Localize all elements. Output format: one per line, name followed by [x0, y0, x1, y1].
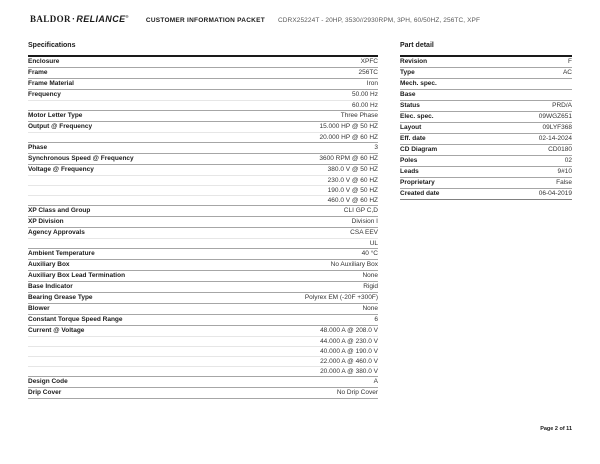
part-detail-row [400, 57, 572, 67]
part-detail-row-line [400, 101, 572, 111]
part-detail-row [400, 155, 572, 166]
part-detail-row-label: Elec. spec. [400, 113, 434, 120]
spec-row [28, 216, 378, 227]
spec-row-label: Synchronous Speed @ Frequency [28, 155, 134, 162]
spec-row [28, 205, 378, 216]
spec-row-value: CLI GP C,D [343, 207, 378, 214]
spec-row-label: Current @ Voltage [28, 327, 85, 334]
spec-row-value: 22.000 A @ 460.0 V [320, 357, 378, 365]
spec-row-value: No Drip Cover [336, 389, 378, 396]
part-detail-row-value: False [556, 179, 572, 186]
logo-baldor-text: BALDOR [30, 14, 71, 24]
part-detail-row-line [400, 68, 572, 78]
spec-row-line [28, 79, 378, 89]
spec-row-label: Constant Torque Speed Range [28, 316, 123, 323]
part-detail-row-label: Mech. spec. [400, 80, 437, 87]
spec-row-value: 380.0 V @ 50 HZ [327, 166, 378, 173]
spec-row-value: None [362, 305, 378, 312]
part-detail-row-label: Leads [400, 168, 419, 175]
part-detail-row-value: PRD/A [552, 102, 572, 109]
spec-row [28, 325, 378, 376]
spec-row-label: Frequency [28, 91, 61, 98]
spec-row-value: 3 [374, 144, 378, 151]
part-detail-row [400, 111, 572, 122]
part-detail-row-line [400, 189, 572, 199]
spec-row-value: 40.000 A @ 190.0 V [320, 347, 378, 355]
spec-row-value: 48.000 A @ 208.0 V [320, 327, 378, 334]
spec-row [28, 153, 378, 164]
spec-row-value: None [362, 272, 378, 279]
spec-row-line [28, 57, 378, 67]
part-detail-row-label: Eff. date [400, 135, 426, 142]
spec-row-line [28, 388, 378, 398]
spec-row-line [28, 165, 378, 175]
spec-row [28, 164, 378, 205]
spec-row-value: 44.000 A @ 230.0 V [320, 337, 378, 345]
spec-row-line [28, 68, 378, 78]
spec-row-line [28, 271, 378, 281]
spec-row [28, 248, 378, 259]
spec-row-line [28, 326, 378, 336]
spec-row-value: 460.0 V @ 60 HZ [327, 196, 378, 204]
spec-row-line [28, 356, 378, 366]
spec-row-line [28, 336, 378, 346]
part-detail-row [400, 100, 572, 111]
spec-row-line [28, 143, 378, 153]
spec-row-line [28, 175, 378, 185]
spec-row-line [28, 90, 378, 100]
part-detail-row-label: Base [400, 91, 416, 98]
part-detail-row-value: 09LYF368 [542, 124, 572, 131]
part-detail-row-line [400, 79, 572, 89]
part-detail-row [400, 89, 572, 100]
spec-row-label: Motor Letter Type [28, 112, 83, 119]
spec-row-label: Drip Cover [28, 389, 62, 396]
part-detail-section [400, 42, 572, 200]
spec-row-value: Rigid [363, 283, 378, 290]
part-detail-row-label: Poles [400, 157, 418, 164]
spec-row-line [28, 304, 378, 314]
part-detail-row-label: Type [400, 69, 415, 76]
spec-row-line [28, 100, 378, 110]
part-detail-row [400, 122, 572, 133]
spec-row-label: XP Class and Group [28, 207, 91, 214]
spec-row-value: 60.00 Hz [351, 101, 378, 109]
spec-row-label: Auxiliary Box Lead Termination [28, 272, 126, 279]
part-detail-row-line [400, 134, 572, 144]
spec-row [28, 78, 378, 89]
spec-row-value: 50.00 Hz [351, 91, 378, 98]
spec-row-value: 6 [374, 316, 378, 323]
spec-row-label: Auxiliary Box [28, 261, 70, 268]
spec-row-label: Voltage @ Frequency [28, 166, 94, 173]
spec-row [28, 121, 378, 142]
part-detail-table [400, 55, 572, 200]
part-number-summary: CDRX25224T - 20HP, 3530//2930RPM, 3PH, 60/50HZ, 256TC, XPF [277, 17, 481, 24]
spec-row-value: No Auxiliary Box [330, 261, 378, 268]
spec-row-line [28, 315, 378, 325]
spec-row-value: Division I [351, 218, 378, 225]
part-detail-section-title: Part detail [400, 42, 434, 49]
spec-row-label: Ambient Temperature [28, 250, 95, 257]
part-detail-row [400, 166, 572, 177]
spec-row-line [28, 366, 378, 376]
spec-row-line [28, 154, 378, 164]
spec-row-value: 256TC [358, 69, 378, 76]
spec-row [28, 57, 378, 67]
part-detail-row-line [400, 112, 572, 122]
spec-row-line [28, 293, 378, 303]
spec-row-line [28, 122, 378, 132]
part-detail-row-value: AC [562, 69, 572, 76]
spec-row [28, 292, 378, 303]
spec-row-value: 20.000 HP @ 60 HZ [319, 133, 378, 141]
spec-row-line [28, 377, 378, 387]
part-detail-row-label: Status [400, 102, 420, 109]
spec-row-label: Phase [28, 144, 48, 151]
spec-row-label: Design Code [28, 378, 68, 385]
part-detail-row [400, 67, 572, 78]
spec-row-value: Three Phase [340, 112, 378, 119]
spec-row-label: Agency Approvals [28, 229, 85, 236]
spec-row [28, 303, 378, 314]
part-detail-row-value: CD0180 [548, 146, 572, 153]
logo-reliance-text: RELIANCE [76, 14, 126, 24]
part-detail-row-label: CD Diagram [400, 146, 438, 153]
spec-row-line [28, 282, 378, 292]
specifications-table [28, 55, 378, 399]
spec-row-line [28, 260, 378, 270]
spec-row [28, 314, 378, 325]
part-detail-row-label: Created date [400, 190, 440, 197]
spec-row [28, 270, 378, 281]
spec-row-value: 40 °C [361, 250, 378, 257]
page-number: Page 2 of 11 [540, 426, 572, 432]
spec-row-value: 15.000 HP @ 50 HZ [319, 123, 378, 130]
spec-row-value: 230.0 V @ 60 HZ [327, 176, 378, 184]
part-detail-row-value: 9#10 [557, 168, 572, 175]
spec-row-value: Polyrex EM (-20F +300F) [304, 294, 378, 301]
spec-row-label: Blower [28, 305, 50, 312]
spec-row-value: 190.0 V @ 50 HZ [327, 186, 378, 194]
spec-row [28, 281, 378, 292]
spec-row-line [28, 132, 378, 142]
part-detail-row-value: 06-04-2019 [538, 190, 572, 197]
spec-row-value: A [373, 378, 378, 385]
part-detail-row-line [400, 178, 572, 188]
registered-trademark-icon: ® [125, 14, 129, 19]
logo-separator-dot: · [71, 14, 76, 24]
spec-row-label: Frame [28, 69, 48, 76]
part-detail-row [400, 133, 572, 144]
spec-row-label: Output @ Frequency [28, 123, 93, 130]
part-detail-row-line [400, 57, 572, 67]
spec-row-value: XPFC [360, 58, 378, 65]
part-detail-row-line [400, 90, 572, 100]
spec-row-line [28, 217, 378, 227]
part-detail-row-label: Proprietary [400, 179, 435, 186]
spec-row-value: Iron [366, 80, 378, 87]
spec-row-value: 3600 RPM @ 60 HZ [319, 155, 378, 162]
spec-row-line [28, 111, 378, 121]
spec-row [28, 387, 378, 398]
spec-row-line [28, 206, 378, 216]
spec-row-value: CSA EEV [350, 229, 378, 236]
page-header [30, 14, 580, 24]
spec-row-line [28, 346, 378, 356]
spec-row-value: UL [369, 239, 378, 247]
part-detail-row-line [400, 167, 572, 177]
spec-row [28, 110, 378, 121]
part-detail-row-label: Layout [400, 124, 422, 131]
part-detail-row-line [400, 156, 572, 166]
specifications-section [28, 42, 378, 399]
part-detail-row-value: F [568, 58, 572, 65]
part-detail-row [400, 188, 572, 199]
baldor-reliance-logo [30, 14, 129, 24]
spec-row-line [28, 238, 378, 248]
spec-row-line [28, 228, 378, 238]
specifications-section-title: Specifications [28, 42, 76, 49]
part-detail-row-line [400, 145, 572, 155]
part-detail-row [400, 78, 572, 89]
spec-row-label: XP Division [28, 218, 64, 225]
spec-row [28, 227, 378, 248]
spec-row [28, 259, 378, 270]
spec-row-line [28, 195, 378, 205]
spec-row [28, 89, 378, 110]
spec-row-value: 20.000 A @ 380.0 V [320, 367, 378, 375]
part-detail-row-label: Revision [400, 58, 428, 65]
spec-row-label: Base Indicator [28, 283, 73, 290]
part-detail-row-value: 02 [564, 157, 572, 164]
spec-row-label: Frame Material [28, 80, 74, 87]
spec-row-label: Enclosure [28, 58, 60, 65]
spec-row [28, 67, 378, 78]
part-detail-row-value: 02-14-2024 [538, 135, 572, 142]
spec-row [28, 376, 378, 387]
document-title: CUSTOMER INFORMATION PACKET [145, 17, 265, 24]
part-detail-row-line [400, 123, 572, 133]
spec-row [28, 142, 378, 153]
spec-row-label: Bearing Grease Type [28, 294, 93, 301]
spec-row-line [28, 185, 378, 195]
spec-row-line [28, 249, 378, 259]
part-detail-row [400, 177, 572, 188]
part-detail-row [400, 144, 572, 155]
part-detail-row-value: 09WGZ651 [538, 113, 572, 120]
